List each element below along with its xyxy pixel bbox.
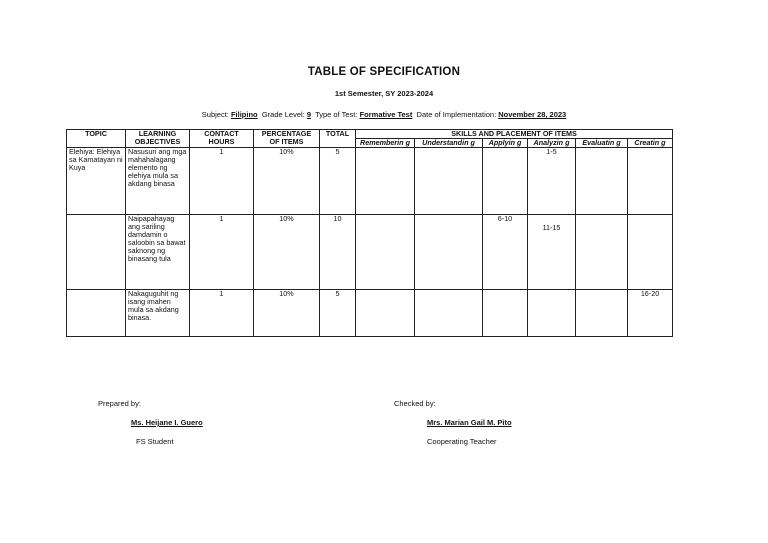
header-understanding: Understandin g — [415, 139, 483, 148]
understanding-cell — [415, 148, 483, 215]
subject-label: Subject: — [201, 110, 229, 119]
specification-table — [66, 129, 673, 337]
applying-cell — [483, 290, 528, 337]
test-type-label: Type of Test: — [315, 110, 358, 119]
remembering-cell — [356, 148, 415, 215]
prepared-by-role: FS Student — [136, 437, 174, 446]
analyzing-cell — [528, 290, 576, 337]
header-analyzing: Analyzin g — [528, 139, 576, 148]
document-title: TABLE OF SPECIFICATION — [307, 66, 461, 78]
creating-cell — [628, 215, 673, 290]
analyzing-cell: 11-15 — [528, 215, 576, 290]
percentage-cell: 10% — [254, 148, 320, 215]
date-label: Date of Implementation: — [416, 110, 497, 119]
header-creating: Creatin g — [628, 139, 673, 148]
creating-cell — [628, 148, 673, 215]
grade-label: Grade Level: — [261, 110, 305, 119]
evaluating-cell — [576, 148, 628, 215]
checked-by-label: Checked by: — [394, 399, 436, 408]
remembering-cell — [356, 290, 415, 337]
subject-line — [0, 110, 768, 119]
percentage-cell: 10% — [254, 215, 320, 290]
evaluating-cell — [576, 290, 628, 337]
hours-cell: 1 — [190, 215, 254, 290]
topic-cell — [67, 215, 126, 290]
prepared-by-label: Prepared by: — [98, 399, 141, 408]
applying-cell: 6-10 — [483, 215, 528, 290]
header-remembering: Rememberin g — [356, 139, 415, 148]
header-skills: SKILLS AND PLACEMENT OF ITEMS — [356, 130, 673, 139]
understanding-cell — [415, 290, 483, 337]
header-topic: TOPIC — [67, 130, 126, 148]
understanding-cell — [415, 215, 483, 290]
test-type-value: Formative Test — [359, 110, 413, 119]
remembering-cell — [356, 215, 415, 290]
header-evaluating: Evaluatin g — [576, 139, 628, 148]
table-row — [67, 290, 673, 337]
topic-cell — [67, 290, 126, 337]
prepared-by-name: Ms. Heijane I. Guero — [131, 418, 203, 427]
semester-line: 1st Semester, SY 2023-2024 — [334, 89, 434, 98]
header-applying: Applyin g — [483, 139, 528, 148]
total-cell: 5 — [320, 148, 356, 215]
header-contact-hours: CONTACT HOURS — [190, 130, 254, 148]
header-percentage: PERCENTAGE OF ITEMS — [254, 130, 320, 148]
objective-cell: Nakaguguhit ng isang imahen mula sa akdang binasa. — [126, 290, 190, 337]
creating-cell: 16-20 — [628, 290, 673, 337]
table-row — [67, 148, 673, 215]
header-total: TOTAL — [320, 130, 356, 148]
objective-cell: Nasusuri ang mga mahahalagang elemento ng elehiya mula sa akdang binasa — [126, 148, 190, 215]
objective-cell: Naipapahayag ang sariling damdamin o saloobin sa bawat saknong ng binasang tula — [126, 215, 190, 290]
subject-value: Filipino — [230, 110, 258, 119]
percentage-cell: 10% — [254, 290, 320, 337]
header-objectives: LEARNING OBJECTIVES — [126, 130, 190, 148]
table-row — [67, 215, 673, 290]
analyzing-cell: 1-5 — [528, 148, 576, 215]
topic-cell: Elehiya: Elehiya sa Kamatayan ni Kuya — [67, 148, 126, 215]
applying-cell — [483, 148, 528, 215]
checked-by-name: Mrs. Marian Gail M. Pito — [427, 418, 512, 427]
date-value: November 28, 2023 — [498, 110, 567, 119]
checked-by-role: Cooperating Teacher — [427, 437, 497, 446]
total-cell: 10 — [320, 215, 356, 290]
grade-value: 9 — [306, 110, 312, 119]
evaluating-cell — [576, 215, 628, 290]
hours-cell: 1 — [190, 148, 254, 215]
hours-cell: 1 — [190, 290, 254, 337]
total-cell: 5 — [320, 290, 356, 337]
